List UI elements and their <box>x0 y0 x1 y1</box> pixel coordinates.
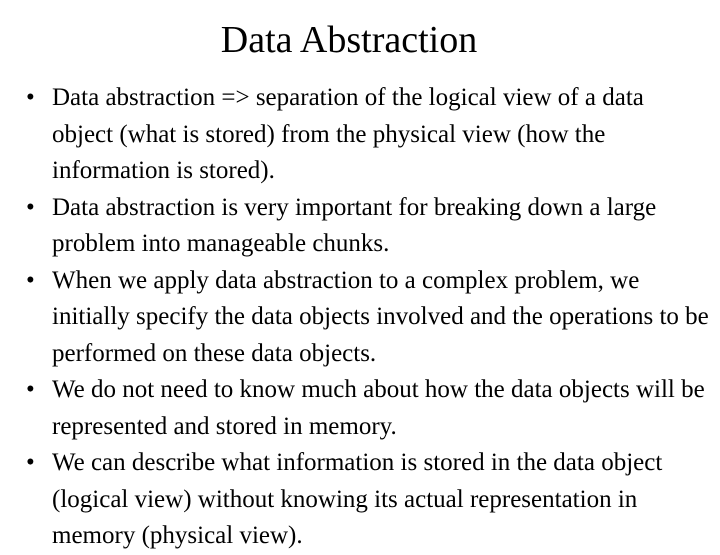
bullet-icon: • <box>26 193 35 221</box>
bullet-icon: • <box>26 376 35 403</box>
bullet-item-3 <box>20 263 710 373</box>
bullet-item-5 <box>20 445 710 555</box>
bullet-text-3: When we apply data abstraction to a complex problem, we initially specify the data objects involved and the operations to be performed on these data objects. <box>52 266 709 367</box>
bullet-list <box>20 80 710 555</box>
bullet-text-2: Data abstraction is very important for breaking down a large problem into manageable chunks. <box>52 193 657 257</box>
bullet-icon: • <box>26 449 35 476</box>
bullet-text-1: Data abstraction => separation of the logical view of a data object (what is stored) from the physical view (how the information is stored). <box>52 84 644 184</box>
slide-title: Data Abstraction <box>220 19 478 61</box>
bullet-icon: • <box>26 266 35 294</box>
bullet-text-4: We do not need to know much about how the data objects will be represented and stored in memory. <box>52 376 705 440</box>
bullet-icon: • <box>26 84 35 111</box>
bullet-item-2 <box>20 190 710 263</box>
bullet-text-5: We can describe what information is stored in the data object (logical view) without knowing its actual representation in memory (physical view). <box>52 449 663 549</box>
bullet-item-1 <box>20 80 710 190</box>
bullet-item-4 <box>20 372 710 445</box>
